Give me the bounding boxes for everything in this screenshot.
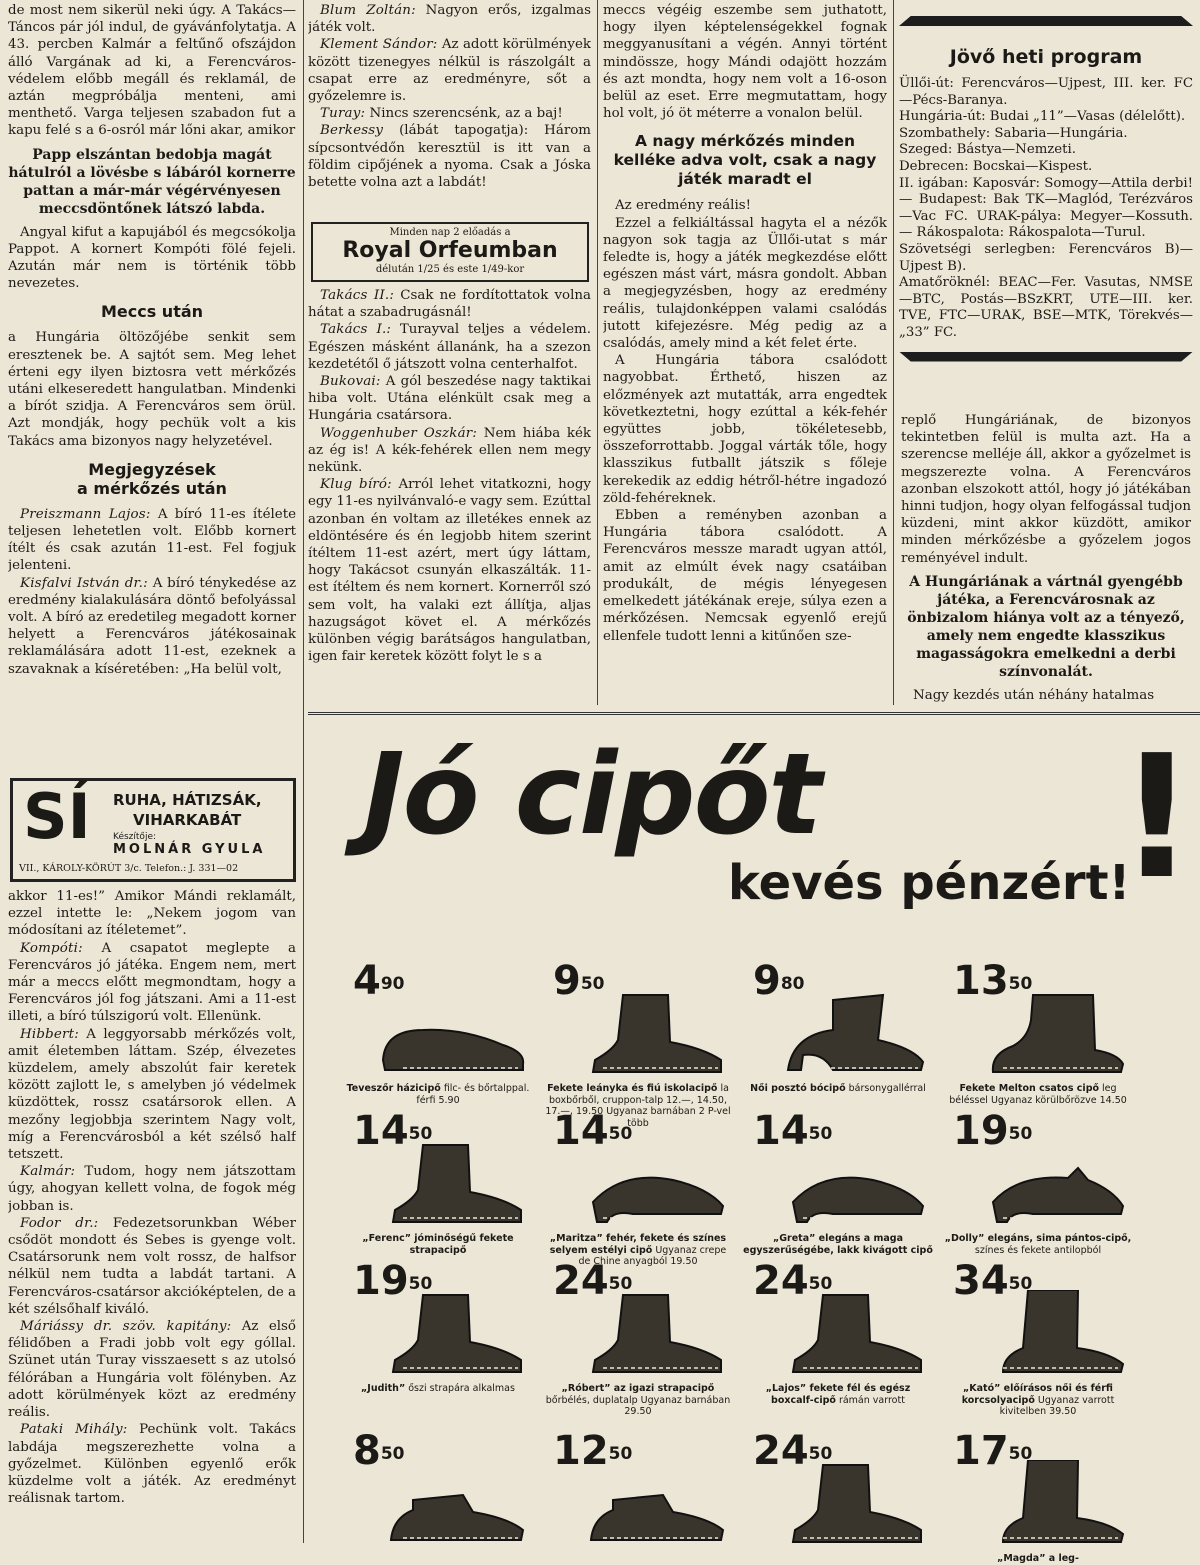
shoe-outline	[593, 1295, 721, 1372]
ski-ad-line2: VIHARKABÁT	[133, 811, 242, 829]
shoe-price-main: 12	[553, 1428, 609, 1474]
speaker-name: Fodor dr.:	[20, 1215, 99, 1231]
shoe-illustration-icon	[773, 1290, 933, 1380]
paragraph: meccs végéig eszembe sem juthatott, hogy ilyen képtelenségekkel fognak meggyanusítani a végén. Annyi történt mindössze, hogy Mándi odajött hozzám és azt mondta, hogy nem volt a 16-oson belül az eset. Erre megmutattam, hogy hol volt, jó öt méterre a vonalon belül.	[603, 3, 887, 122]
shoe-caption-title: „Judith”	[361, 1383, 406, 1394]
column-2-top	[308, 2, 591, 217]
speaker-text: Tudom, hogy nem játszottam úgy, ahogyan kellett volna, de fogok még jobban is.	[8, 1164, 296, 1214]
shoe-outline	[993, 1168, 1123, 1222]
speaker-name: Klement Sándor:	[320, 37, 438, 53]
paragraph: a Hungária öltözőjébe senkit sem eresztenek be. A sajtót sem. Meg lehet érteni egy ilyen biztosra vett mérkőzés utáni elkeseredett hangulatban. Mindenki a bírót szidja. A Ferencváros sem örül. Azt mondják, hogy pechük volt a kis Takács ama bizonyos nagy helyzetével.	[8, 330, 296, 449]
shoe-price-cents: 50	[1008, 974, 1033, 994]
speaker-text: A gól beszedése nagy taktikai hiba volt. Utána elénkült csak meg a Hungária csatársora.	[308, 374, 591, 424]
shoe-caption-text: la boxbőrből, cruppon-talp 12.—, 14.50, 17.—, 19.50 Ugyanaz barnában 2 P-vel több	[545, 1083, 731, 1129]
speaker-text: A leggyorsabb mérkőzés volt, amit életemben láttam. Szép, élvezetes küzdelem, amely abszolút fair keretek között zajlott le, s amelyben jó védelmek küzdöttek, rossz csatársorok ellen. A mezőny legjobbja szerintem Nagy volt, míg a Ferencvárosból a két szélső half tetszett.	[8, 1026, 296, 1163]
shoe-price-cents: 50	[808, 1274, 833, 1294]
speaker-paragraph	[8, 1026, 296, 1164]
shoe-caption-title: „Ferenc” jóminőségű fekete strapacipő	[362, 1233, 514, 1256]
shoe-illustration-icon	[573, 1460, 733, 1550]
shoe-price-cents: 50	[608, 1444, 633, 1464]
speaker-paragraph	[8, 1163, 296, 1215]
shoe-outline	[393, 1145, 521, 1222]
shoe-outline	[793, 1295, 921, 1372]
ski-ad-address: VII., KÁROLY-KÖRÚT 3/c. Telefon.: J. 331—02	[19, 863, 239, 874]
paragraph: replő Hungáriának, de bizonyos tekintetben felül is multa azt. Ha a szerencse melléje áll, akkor a győzelmet is megszerezte volna. A Ferencváros azonban elszokott attól, hogy jó játékában hinni tudjon, hogy olyan felfogással tudjon küzdeni, mint akkor küzdött, amikor minden mérkőzésbe a győzelem jogos reményével indult.	[901, 413, 1191, 566]
shoe-price-main: 14	[353, 1108, 409, 1154]
column-1-continued	[8, 888, 296, 1543]
section-heading: a mérkőzés után	[77, 478, 227, 498]
speaker-paragraph	[8, 575, 296, 678]
shoe-price-main: 19	[353, 1258, 409, 1304]
shoe-outline	[1003, 1290, 1123, 1372]
shoe-caption-text: bőrbélés, duplatalp Ugyanaz barnában 29.50	[545, 1394, 731, 1417]
speaker-paragraph	[8, 940, 296, 1026]
shoe-caption-text: színes és fekete antilopból	[974, 1244, 1102, 1256]
shoe-caption-text: filc- és bőrtalppal. férfi 5.90	[416, 1083, 530, 1106]
paragraph: Angyal kifut a kapujából és megcsókolja Pappot. A kornert Kompóti fölé fejeli. Azután már nem is történik több nevezetes.	[8, 224, 296, 292]
shoe-price-main: 9	[553, 958, 581, 1004]
paragraph: Ebben a reményben azonban a Hungária tábora csalódott. A Ferencváros messze maradt ugyan attól, amit az elmúlt évek nagy csatáiban produkált, de mégis lényegesen emelkedett játékának ereje, súlya ezen a mérkőzésen. Nemcsak egyenlő erejű ellenfele tudott lenni a kitűnően sze-	[603, 508, 887, 644]
speaker-text: Csak ne fordítottatok volna hátat a szabadrugásnál!	[308, 288, 591, 321]
shoe-caption-text: bársonygallérral	[848, 1083, 926, 1094]
paragraph: Nagy kezdés után néhány hatalmas	[913, 687, 1155, 703]
program-line: Szombathely: Sabaria—Hungária.	[899, 125, 1128, 141]
shoe-price-cents: 50	[1008, 1124, 1033, 1144]
shoe-price-cents: 50	[808, 1444, 833, 1464]
weekly-program-box	[899, 2, 1193, 402]
paragraph: de most nem sikerül neki úgy. A Takács—Táncos pár jól indul, de gyávánfolytatja. A 43. percben Kalmár a feltűnő ofszájdon álló Vargának ad ki, a Ferencváros-védelem előbb megáll és reklamál, de aztán megpróbálja menteni, ami menthető. Varga teljesen szabadon fut a kapu felé s a 6-osról már lőni akar, amikor	[8, 3, 296, 139]
ad-headline: Jó cipőt	[363, 730, 821, 860]
speaker-name: Kalmár:	[20, 1164, 76, 1180]
ad-exclamation: !	[1118, 719, 1196, 917]
speaker-text: A csapatot meglepte a Ferencváros jó játéka. Engem nem, mert már a meccs előtt megmondtam, hogy a Ferencváros jól fog játszani. Ami a 11-est illeti, a bíró túlszigorú volt. Ellenünk.	[8, 940, 296, 1025]
shoe-caption-title: Fekete leányka és fiú iskolacipő	[547, 1083, 718, 1094]
shoe-caption	[343, 1083, 533, 1106]
shoe-price-main: 4	[353, 958, 381, 1004]
shoe-caption-title: „Maritza” fehér, fekete és színes selyem estélyi cipő	[549, 1233, 727, 1256]
speaker-name: Takács II.:	[320, 288, 395, 303]
shoe-illustration-icon	[373, 1290, 533, 1380]
speaker-paragraph	[8, 1215, 296, 1318]
program-line: Szövetségi serlegben: Ferencváros B)—Ujpest B).	[899, 241, 1193, 274]
shoe-caption	[743, 1233, 933, 1256]
speaker-paragraph	[308, 105, 591, 122]
shoe-advertisement	[308, 712, 1200, 1564]
column-1	[8, 2, 296, 774]
shoe-caption-title: „Kató” előírásos női és férfi korcsolyacipő	[961, 1383, 1113, 1406]
speaker-name: Pataki Mihály:	[20, 1422, 128, 1438]
bold-summary: A Hungáriának a vártnál gyengébb játéka, a Ferencvárosnak az önbizalom hiánya volt az a tényező, amely nem engedte klasszikus magasságokra emelkedni a derbi színvonalát.	[907, 573, 1185, 680]
speaker-text: A bíró ténykedése az eredmény kialakulására döntő befolyással volt. A bíró az eredetileg megadott korner helyett a Ferencváros játékosainak reklamálására adott 11-est, ezeknek a szavaknak a kíséretében: „Ha belül volt,	[8, 575, 296, 677]
speaker-text: A bíró 11-es ítélete teljesen lehetetlen volt. Előbb kornert ítélt és csak azután 11-est. Fel fogjuk jelenteni.	[8, 506, 296, 574]
shoe-illustration-icon	[773, 990, 933, 1080]
speaker-name: Woggenhuber Oszkár:	[320, 425, 478, 441]
ski-ad-maker: MOLNÁR GYULA	[113, 842, 266, 857]
speaker-paragraph	[308, 321, 591, 373]
speaker-name: Preiszmann Lajos:	[20, 506, 151, 522]
shoe-caption-text: Ugyanaz varrott kivitelben 39.50	[999, 1394, 1115, 1417]
speaker-text: Az adott körülmények között tizenegyes nélkül is rászolgált a csapat erre az eredményre, sőt a győzelemre is.	[308, 37, 591, 105]
speaker-paragraph	[308, 476, 591, 665]
shoe-price-main: 24	[553, 1258, 609, 1304]
shoe-illustration-icon	[773, 1460, 933, 1550]
shoe-outline	[591, 1495, 723, 1540]
column-rule	[893, 0, 894, 705]
speaker-paragraph	[308, 425, 591, 477]
shoe-price-cents: 50	[1008, 1444, 1033, 1464]
shoe-caption-text: rámán varrott	[838, 1394, 905, 1406]
paragraph: akkor 11-es!” Amikor Mándi reklamált, ezzel intette le: „Nekem jogom van módosítani az ítéletemet”.	[8, 889, 296, 939]
speaker-name: Klug bíró:	[320, 477, 392, 493]
shoe-price-main: 8	[353, 1428, 381, 1474]
shoe-caption-text: leg béléssel Ugyanaz körülbőrözve 14.50	[949, 1083, 1127, 1106]
paragraph: A Hungária tábora csalódott nagyobbat. Érthető, hiszen az előzmények azt mutatták, arra engedtek következtetni, hogy ezúttal a kék-fehér együttes jobb, tökéletesebb, összeforrottabb. Joggal várták tőle, hogy klasszikus futballt játszik s főleje kerekedik az eddig hétről-hétre ingadozó zöld-fehéreknek.	[603, 353, 887, 506]
shoe-price-cents: 50	[1008, 1274, 1033, 1294]
shoe-price-main: 34	[953, 1258, 1009, 1304]
speaker-paragraph	[308, 287, 591, 321]
section-heading: Megjegyzések	[88, 459, 216, 479]
shoe-caption	[943, 1383, 1133, 1418]
speaker-text: Fedezetsorunkban Wéber csődöt mondott és Sebes is gyenge volt. Csatársorunk nem volt rossz, de halfsor nélkül nem tudta a labdát tartani. A Ferencváros-csatársor akcióképtelen, de a két szélsőhalf kiváló.	[8, 1215, 296, 1317]
column-rule	[597, 0, 598, 705]
program-line: Amatőröknél: BEAC—Fer. Vasutas, NMSE—BTC, Postás—BSzKRT, UTE—III. ker. TVE, FTC—URAK, BSE—MTK, Törekvés—„33” FC.	[899, 275, 1193, 340]
speaker-text: Pechünk volt. Takács labdája megszerezhette volna a győzelmet. Különben egyenlő erők küzdelme volt a játék. Az eredményt reálisnak tartom.	[8, 1422, 296, 1507]
program-bottom-bar	[899, 352, 1193, 362]
bold-summary: Papp elszántan bedobja magát hátulról a lövésbe s lábáról kornerre pattan a már-már végérvényesen meccsdöntőnek látszó labda.	[8, 146, 296, 217]
shoe-price-main: 17	[953, 1428, 1009, 1474]
shoe-illustration-icon	[973, 1290, 1133, 1380]
shoe-outline	[793, 1178, 923, 1222]
program-line: II. igában: Kaposvár: Somogy—Attila derbi! — Budapest: Bak TK—Maglód, Terézváros—Vac FC. URAK-pálya: Megyer—Kossuth. — Rákospalota: Rákospalota—Turul.	[899, 175, 1193, 241]
shoe-illustration-icon	[973, 990, 1133, 1080]
program-top-bar	[899, 16, 1193, 26]
shoe-outline	[383, 1030, 523, 1070]
shoe-outline	[593, 1178, 723, 1222]
speaker-paragraph	[308, 373, 591, 425]
shoe-price-cents: 50	[808, 1124, 833, 1144]
column-rule	[303, 0, 304, 1543]
shoe-illustration-icon	[973, 1140, 1133, 1230]
shoe-price-main: 9	[753, 958, 781, 1004]
shoe-illustration-icon	[973, 1460, 1133, 1550]
shoe-outline	[593, 995, 721, 1072]
shoe-illustration-icon	[573, 990, 733, 1080]
speaker-name: Bukovai:	[320, 374, 381, 390]
speaker-paragraph	[8, 1421, 296, 1507]
shoe-caption-text: Ugyanaz crepe de Chine anyagból 19.50	[578, 1244, 727, 1267]
speaker-text: Nem hiába kék az ég is! A kék-fehérek ellen nem megy nekünk.	[308, 425, 591, 476]
column-4	[901, 412, 1191, 705]
paragraph: Ezzel a felkiáltással hagyta el a nézők nagyon sok tagja az Üllői-utat s már feledte is, hogy a játék megkezdése előtt egészen mást várt, másra gondolt. Abban a megjegyzésben, hogy az eredmény reális, tulajdonképpen valami csalódás jutott kifejezésre. Még pedig az a csalódás, amely mind a két felet érte.	[603, 215, 887, 352]
shoe-price-main: 14	[753, 1108, 809, 1154]
program-line: Hungária-út: Budai „11”—Vasas (délelőtt).	[899, 109, 1186, 125]
speaker-text: Nagyon erős, izgalmas játék volt.	[308, 3, 591, 36]
speaker-paragraph	[8, 1318, 296, 1421]
shoe-price-cents: 80	[780, 974, 805, 994]
speaker-text: Nincs szerencsénk, az a baj!	[369, 106, 563, 122]
shoe-price-cents: 50	[408, 1124, 433, 1144]
shoe-price-main: 19	[953, 1108, 1009, 1154]
shoe-caption	[943, 1083, 1133, 1106]
shoe-price-main: 14	[553, 1108, 609, 1154]
shoe-caption-title: „Greta” elegáns a maga egyszerűségébe, lakk kivágott cipő	[743, 1233, 933, 1256]
shoe-price-main: 24	[753, 1258, 809, 1304]
orfeum-ad-top: Minden nap 2 előadás a	[389, 227, 511, 238]
shoe-illustration-icon	[573, 1290, 733, 1380]
shoe-caption	[943, 1553, 1133, 1565]
shoe-outline	[993, 995, 1123, 1072]
speaker-name: Takács I.:	[320, 322, 392, 338]
speaker-name: Berkessy	[320, 123, 384, 139]
ski-ad-line1: RUHA, HÁTIZSÁK,	[113, 791, 262, 809]
shoe-price-cents: 50	[608, 1124, 633, 1144]
shoe-price-cents: 50	[380, 1444, 405, 1464]
column-2-bottom	[308, 287, 591, 705]
program-line: Debrecen: Bocskai—Kispest.	[899, 158, 1093, 174]
program-list	[899, 76, 1193, 342]
speaker-paragraph	[308, 122, 591, 191]
speaker-paragraph	[308, 2, 591, 36]
shoe-caption	[343, 1233, 533, 1256]
paragraph: Az eredmény reális!	[615, 198, 751, 214]
shoe-caption-title: „Magda” a leg-	[997, 1553, 1079, 1564]
shoe-illustration-icon	[573, 1140, 733, 1230]
speaker-paragraph	[308, 36, 591, 105]
orfeum-ad-name: Royal Orfeumban	[342, 238, 558, 263]
shoe-illustration-icon	[773, 1140, 933, 1230]
program-line: Üllői-út: Ferencváros—Ujpest, III. ker. FC—Pécs-Baranya.	[899, 76, 1193, 108]
speaker-name: Kisfalvi István dr.:	[20, 575, 148, 591]
shoe-caption-title: Fekete Melton csatos cipő	[959, 1083, 1100, 1094]
section-heading: Meccs után	[100, 302, 204, 322]
shoe-price-main: 13	[953, 958, 1009, 1004]
shoe-caption-title: „Lajos” fekete fél és egész boxcalf-cipő	[765, 1383, 911, 1406]
speaker-name: Hibbert:	[20, 1026, 79, 1042]
shoe-illustration-icon	[373, 1140, 533, 1230]
speaker-name: Turay:	[320, 106, 366, 122]
royal-orfeum-ad	[311, 222, 589, 282]
shoe-caption	[743, 1383, 933, 1406]
shoe-outline	[391, 1495, 523, 1540]
speaker-text: Arról lehet vitatkozni, hogy egy 11-es nyilvánvaló-e vagy sem. Ezúttal azonban én voltam az illetékes ennek az eldöntésére és én legjobb hitem szerint ítéltem 11-est azért, mert úgy láttam, hogy Takácsot csunyán elkaszálták. 11-est ítéltem és nem kornert. Kornerről szó sem volt, ha valaki ezt állítja, aljas hazugságot követ el. A mérkőzés különben végig barátságos hangulatban, igen fair keretek között folyt le s a	[308, 477, 591, 665]
shoe-outline	[393, 1295, 521, 1372]
article-headline: A nagy mérkőzés minden kelléke adva volt, csak a nagy játék maradt el	[613, 132, 877, 189]
shoe-caption	[543, 1383, 733, 1418]
program-title: Jövő heti program	[949, 46, 1143, 68]
speaker-name: Kompóti:	[20, 940, 83, 956]
shoe-outline	[793, 1465, 921, 1542]
shoe-illustration-icon	[373, 1460, 533, 1550]
shoe-price-cents: 50	[580, 974, 605, 994]
shoe-caption-title: Női posztó bócipő	[750, 1083, 846, 1094]
shoe-caption	[343, 1383, 533, 1395]
ad-subline: kevés pénzért!	[728, 855, 1131, 911]
shoe-price-cents: 90	[380, 974, 405, 994]
speaker-text: Az első félidőben a Fradi jobb volt egy góllal. Szünet után Turay visszaesett s az utolsó félórában a Hungária volt fölényben. Az adott körülmények közt az eredmény reális.	[8, 1319, 296, 1421]
shoe-caption-title: Teveszőr házicipő	[346, 1083, 441, 1094]
shoe-outline	[1003, 1460, 1123, 1542]
speaker-text: (lábát tapogatja): Három sípcsontvédőn keresztül is itt van a földim cipőjének a nyoma. Csak a Jóska betette volna azt a labdát!	[308, 123, 591, 191]
shoe-illustration-icon	[373, 990, 533, 1080]
shoe-caption	[943, 1233, 1133, 1256]
shoe-caption-text: őszi strapára alkalmas	[408, 1383, 515, 1394]
shoe-outline	[788, 995, 923, 1070]
orfeum-ad-bottom: délután 1/25 és este 1/49-kor	[375, 264, 525, 275]
ski-ad-maker-label: Készítője:	[113, 832, 157, 842]
shoe-price-cents: 50	[608, 1274, 633, 1294]
speaker-text: Turayval teljes a védelem. Egészen másként állanánk, ha a szezon kezdetétől ő játszott volna centerhalfot.	[308, 322, 591, 372]
shoe-price-main: 24	[753, 1428, 809, 1474]
shoe-price-cents: 50	[408, 1274, 433, 1294]
speaker-paragraph	[8, 506, 296, 575]
shoe-caption-title: „Róbert” az igazi strapacipő	[561, 1383, 715, 1394]
speaker-name: Blum Zoltán:	[320, 3, 416, 18]
program-line: Szeged: Bástya—Nemzeti.	[899, 142, 1076, 158]
shoe-caption	[743, 1083, 933, 1095]
ski-clothing-ad	[10, 778, 296, 882]
speaker-name: Máriássy dr. szöv. kapitány:	[20, 1319, 232, 1335]
ski-ad-big-text: SÍ	[23, 780, 91, 853]
column-3	[603, 2, 887, 705]
shoe-caption-title: „Dolly” elegáns, sima pántos-cipő,	[944, 1233, 1132, 1244]
